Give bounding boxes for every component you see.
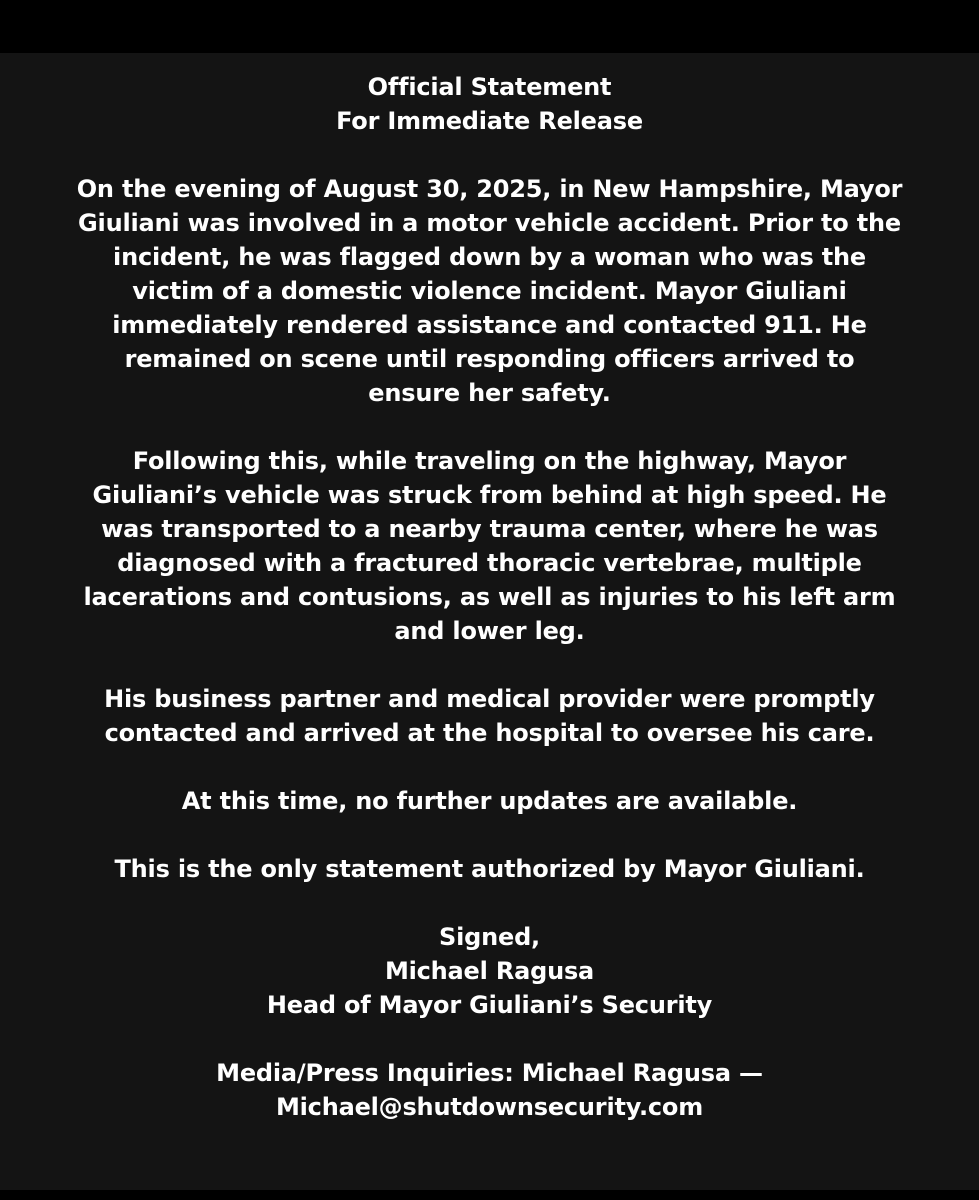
paragraph-line: On the evening of August 30, 2025, in New Hampshire, Mayor: [76, 175, 903, 203]
paragraph-line: Giuliani was involved in a motor vehicle accident. Prior to the: [78, 209, 901, 237]
paragraph-line: lacerations and contusions, as well as injuries to his left arm: [83, 583, 896, 611]
signed-label: Signed,: [439, 923, 540, 951]
paragraph-line: incident, he was flagged down by a woman who was the: [113, 243, 866, 271]
paragraph-line: diagnosed with a fractured thoracic vertebrae, multiple: [117, 549, 862, 577]
signature-block: [34, 920, 945, 1022]
paragraph-accident: [34, 172, 945, 410]
paragraph-line: and lower leg.: [394, 617, 585, 645]
paragraph-line: His business partner and medical provider were promptly: [104, 685, 875, 713]
paragraph-line: Giuliani’s vehicle was struck from behind at high speed. He: [92, 481, 887, 509]
paragraph-line: ensure her safety.: [368, 379, 611, 407]
paragraph-injuries: [34, 444, 945, 648]
contact-block: [34, 1056, 945, 1124]
paragraph-line: This is the only statement authorized by Mayor Giuliani.: [114, 855, 865, 883]
paragraph-line: victim of a domestic violence incident. Mayor Giuliani: [132, 277, 847, 305]
signer-role: Head of Mayor Giuliani’s Security: [266, 991, 713, 1019]
paragraph-line: immediately rendered assistance and contacted 911. He: [112, 311, 867, 339]
paragraph-line: Following this, while traveling on the highway, Mayor: [132, 447, 847, 475]
paragraph-line: remained on scene until responding officers arrived to: [124, 345, 855, 373]
top-black-bar: [0, 0, 979, 53]
paragraph-line: contacted and arrived at the hospital to oversee his care.: [104, 719, 875, 747]
paragraph-care: [34, 682, 945, 750]
bottom-black-bar: [0, 1190, 979, 1200]
paragraph-line: At this time, no further updates are available.: [181, 787, 798, 815]
statement-subtitle: For Immediate Release: [336, 107, 643, 135]
paragraph-line: was transported to a nearby trauma center, where he was: [101, 515, 878, 543]
press-statement: [0, 53, 979, 1190]
paragraph-authorization: [34, 852, 945, 886]
contact-inquiries: Media/Press Inquiries: Michael Ragusa —: [216, 1059, 763, 1087]
paragraph-updates: [34, 784, 945, 818]
contact-email: Michael@shutdownsecurity.com: [275, 1093, 704, 1121]
signer-name: Michael Ragusa: [384, 957, 595, 985]
statement-title: Official Statement: [367, 73, 612, 101]
